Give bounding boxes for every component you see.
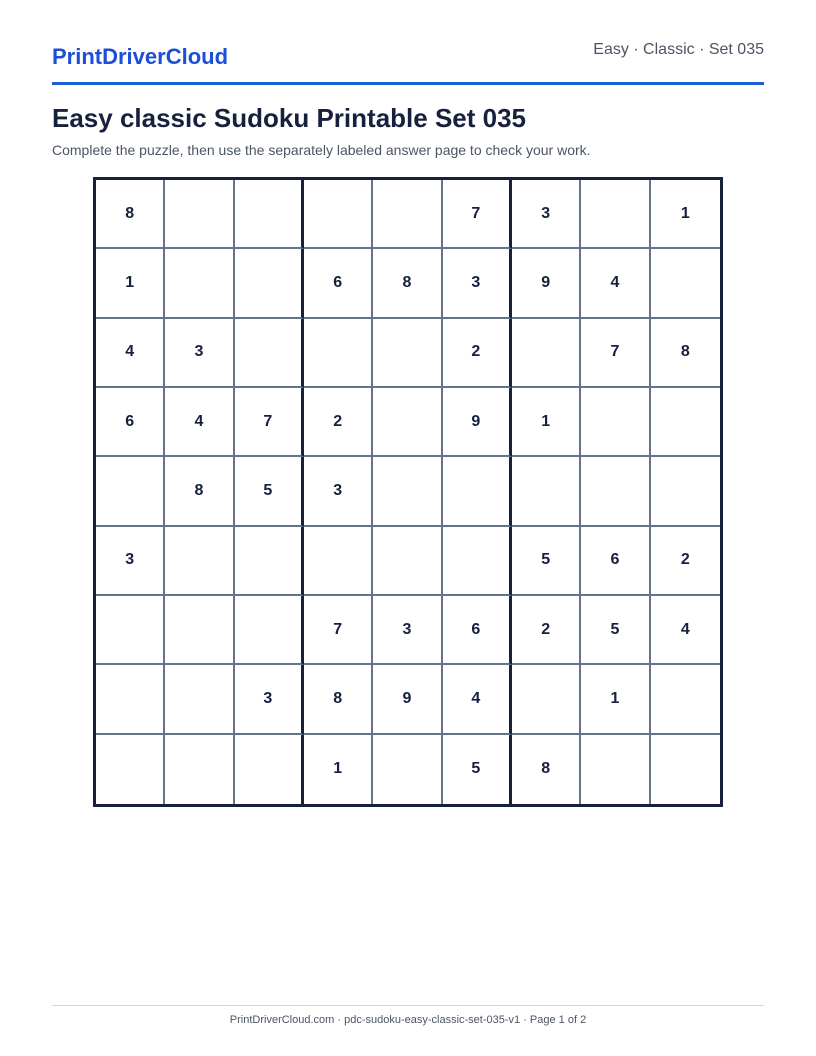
sudoku-cell: 4 — [581, 249, 650, 318]
sudoku-cell: 2 — [651, 527, 720, 596]
sudoku-cell: 8 — [96, 180, 165, 249]
sudoku-cell: 4 — [443, 665, 512, 734]
sudoku-cell — [512, 319, 581, 388]
page-subtitle: Complete the puzzle, then use the separately labeled answer page to check your work. — [52, 142, 591, 158]
sudoku-grid — [93, 177, 723, 807]
sudoku-cell — [651, 249, 720, 318]
sudoku-cell — [96, 735, 165, 804]
sudoku-cell: 6 — [96, 388, 165, 457]
sudoku-cell — [581, 735, 650, 804]
sudoku-cell — [235, 735, 304, 804]
sudoku-cell — [373, 388, 442, 457]
sudoku-cell: 3 — [165, 319, 234, 388]
sudoku-cell: 3 — [512, 180, 581, 249]
puzzle-meta: Easy · Classic · Set 035 — [593, 41, 764, 58]
sudoku-cell — [651, 735, 720, 804]
sudoku-cell — [165, 665, 234, 734]
sudoku-cell — [165, 249, 234, 318]
sudoku-cell — [581, 388, 650, 457]
sudoku-cell: 7 — [304, 596, 373, 665]
sudoku-cell: 5 — [581, 596, 650, 665]
sudoku-cell — [443, 527, 512, 596]
sudoku-cell — [165, 735, 234, 804]
sudoku-cell: 8 — [373, 249, 442, 318]
sudoku-cell: 7 — [235, 388, 304, 457]
sudoku-cell — [235, 319, 304, 388]
page-title: Easy classic Sudoku Printable Set 035 — [52, 103, 527, 133]
page-footer: PrintDriverCloud.com · pdc-sudoku-easy-classic-set-035-v1 · Page 1 of 2 — [229, 1014, 587, 1026]
sudoku-cell — [651, 665, 720, 734]
sudoku-cell: 3 — [373, 596, 442, 665]
sudoku-cell — [512, 665, 581, 734]
sudoku-cell: 6 — [581, 527, 650, 596]
sudoku-cell — [651, 388, 720, 457]
sudoku-cell: 1 — [512, 388, 581, 457]
sudoku-cell — [373, 527, 442, 596]
sudoku-cell — [373, 735, 442, 804]
brand-logo: PrintDriverCloud — [52, 44, 229, 69]
sudoku-cell — [581, 180, 650, 249]
sudoku-cell: 3 — [304, 457, 373, 526]
sudoku-cell: 8 — [512, 735, 581, 804]
sudoku-cell — [165, 527, 234, 596]
sudoku-cell — [304, 180, 373, 249]
sudoku-cell: 5 — [443, 735, 512, 804]
sudoku-cell: 6 — [443, 596, 512, 665]
sudoku-cell: 9 — [512, 249, 581, 318]
sudoku-cell — [373, 180, 442, 249]
sudoku-cell — [235, 596, 304, 665]
sudoku-cell: 2 — [512, 596, 581, 665]
sudoku-cell: 3 — [235, 665, 304, 734]
sudoku-cell: 1 — [304, 735, 373, 804]
sudoku-cell: 6 — [304, 249, 373, 318]
sudoku-cell — [443, 457, 512, 526]
sudoku-cell — [165, 596, 234, 665]
sudoku-cell: 5 — [512, 527, 581, 596]
sudoku-cell: 3 — [96, 527, 165, 596]
sudoku-cell — [304, 527, 373, 596]
sudoku-cell: 2 — [443, 319, 512, 388]
header-divider — [52, 82, 764, 85]
sudoku-cell: 8 — [304, 665, 373, 734]
sudoku-cell: 2 — [304, 388, 373, 457]
sudoku-cell — [96, 665, 165, 734]
sudoku-cell — [235, 249, 304, 318]
sudoku-cell: 1 — [651, 180, 720, 249]
sudoku-cell: 3 — [443, 249, 512, 318]
sudoku-cell — [165, 180, 234, 249]
sudoku-cell: 4 — [651, 596, 720, 665]
sudoku-cell — [96, 457, 165, 526]
sudoku-cell — [235, 527, 304, 596]
sudoku-cell — [304, 319, 373, 388]
sudoku-cell: 4 — [165, 388, 234, 457]
sudoku-cell — [651, 457, 720, 526]
sudoku-cell — [96, 596, 165, 665]
sudoku-cell — [235, 180, 304, 249]
sudoku-cell — [373, 457, 442, 526]
sudoku-cell — [581, 457, 650, 526]
sudoku-cell: 7 — [443, 180, 512, 249]
sudoku-cell: 4 — [96, 319, 165, 388]
sudoku-cell: 7 — [581, 319, 650, 388]
sudoku-cell — [512, 457, 581, 526]
sudoku-cell: 5 — [235, 457, 304, 526]
sudoku-cell: 1 — [581, 665, 650, 734]
sudoku-cell — [373, 319, 442, 388]
footer-divider — [52, 1005, 764, 1006]
sudoku-cell: 9 — [373, 665, 442, 734]
sudoku-cell: 8 — [651, 319, 720, 388]
sudoku-cell: 8 — [165, 457, 234, 526]
sudoku-cell: 9 — [443, 388, 512, 457]
sudoku-cell: 1 — [96, 249, 165, 318]
